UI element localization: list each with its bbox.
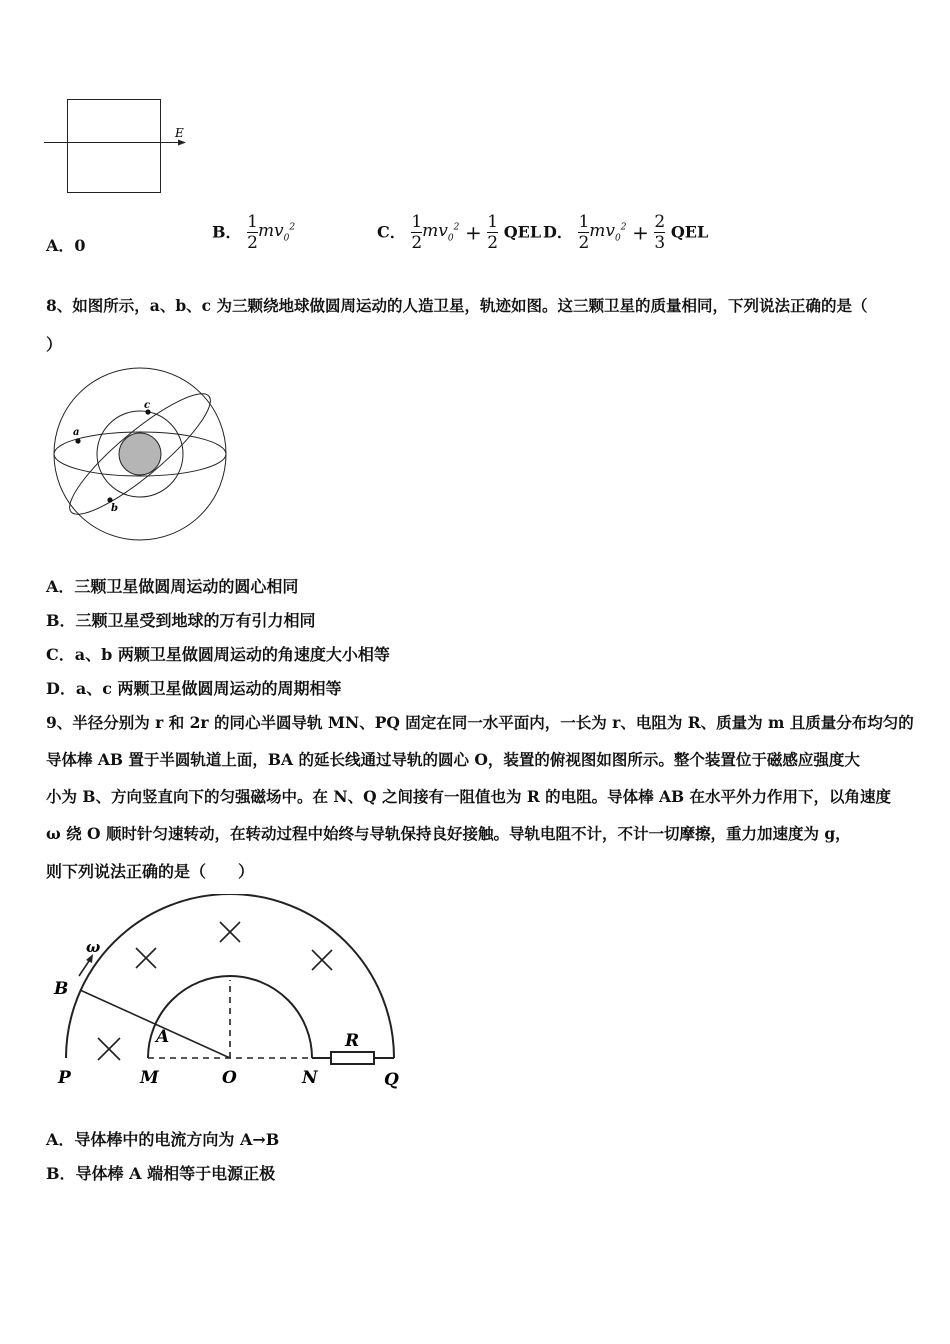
q9-label-a: A: [156, 1027, 170, 1047]
q8-label-b: b: [111, 503, 118, 514]
q7-d-qel: QEL: [670, 222, 709, 242]
q7-axis-arrow: [178, 140, 186, 146]
q9-field-x-2: [136, 948, 156, 968]
q9-stem-line-5: 则下列说法正确的是（ ）: [46, 862, 255, 881]
q7-c-qel: QEL: [503, 222, 542, 242]
q7-c-plus: +: [464, 220, 482, 245]
q7-option-a-label: A．: [46, 236, 75, 255]
q9-stem-line-3: 小为 B、方向竖直向下的匀强磁场中。在 N、Q 之间接有一阻值也为 R 的电阻。导体棒 AB 在水平外力作用下，以角速度: [46, 787, 892, 806]
q7-option-a: [46, 236, 86, 256]
q9-figure: [44, 894, 414, 1094]
q9-stem-line-4: ω 绕 O 顺时针匀速转动，在转动过程中始终与导轨保持良好接触。导轨电阻不计，不计一切摩擦，重力加速度为 g，: [46, 824, 851, 843]
q7-b-fraction: $\frac{1}{2}$: [247, 212, 258, 253]
q8-option-d: D．a、c 两颗卫星做圆周运动的周期相等: [46, 679, 342, 698]
q8-option-c: C．a、b 两颗卫星做圆周运动的角速度大小相等: [46, 645, 390, 664]
q9-field-x-3: [312, 950, 332, 970]
q7-option-c: [377, 212, 541, 253]
q8-figure: [48, 364, 234, 544]
q8-stem-line-2: ）: [46, 335, 63, 354]
q7-option-b: [212, 212, 295, 253]
q7-c-mv: $mv_0^2$: [422, 220, 460, 244]
q7-option-d: [543, 212, 708, 253]
q7-option-b-label: B．: [212, 222, 242, 242]
q7-square: [68, 100, 161, 193]
q9-field-x-4: [98, 1038, 120, 1060]
q8-satellite-a: [75, 438, 80, 443]
q9-label-omega: ω: [86, 938, 101, 956]
q9-field-marks: [98, 922, 332, 1060]
q7-figure: [40, 94, 200, 200]
q8-option-b: B．三颗卫星受到地球的万有引力相同: [46, 611, 316, 630]
q7-c-fraction-2: $\frac{1}{2}$: [487, 212, 499, 253]
q7-option-a-value: 0: [74, 236, 86, 255]
q9-stem-line-2: 导体棒 AB 置于半圆轨道上面，BA 的延长线通过导轨的圆心 O，装置的俯视图如图所示。整个装置位于磁感应强度大: [46, 750, 860, 769]
q9-resistor: [331, 1052, 374, 1064]
q9-label-m: M: [140, 1068, 159, 1088]
q9-field-x-1: [220, 922, 240, 942]
q8-earth: [119, 433, 161, 475]
q9-label-b: B: [54, 979, 69, 999]
q9-label-o: O: [222, 1068, 237, 1088]
q9-label-q: Q: [384, 1070, 399, 1090]
q8-label-a: a: [73, 427, 80, 438]
q7-d-fraction-1: $\frac{1}{2}$: [578, 212, 590, 253]
q7-c-fraction-1: $\frac{1}{2}$: [411, 212, 423, 253]
q7-option-d-label: D．: [543, 222, 573, 242]
q7-option-c-label: C．: [377, 222, 406, 242]
q9-rod-ab: [80, 990, 230, 1058]
q8-option-a: A．三颗卫星做圆周运动的圆心相同: [46, 577, 299, 596]
q9-label-p: P: [58, 1068, 71, 1088]
q9-label-n: N: [302, 1068, 318, 1088]
q7-d-mv: $mv_0^2$: [589, 220, 627, 244]
q7-d-fraction-2: $\frac{2}{3}$: [654, 212, 666, 253]
q9-option-a: A．导体棒中的电流方向为 A→B: [46, 1130, 280, 1149]
q8-satellite-b: [107, 497, 112, 502]
q7-b-mv: $mv_0^2$: [257, 220, 296, 244]
q9-stem-line-1: 9、半径分别为 r 和 2r 的同心半圆导轨 MN、PQ 固定在同一水平面内，一长为 r、电阻为 R、质量为 m 且质量分布均匀的: [46, 713, 914, 732]
q7-axis-label: E: [175, 126, 184, 140]
q9-option-b: B．导体棒 A 端相等于电源正极: [46, 1164, 276, 1183]
q9-label-r: R: [345, 1031, 360, 1051]
q8-stem-line-1: 8、如图所示，a、b、c 为三颗绕地球做圆周运动的人造卫星，轨迹如图。这三颗卫星的质量相同，下列说法正确的是（: [46, 296, 868, 315]
q7-d-plus: +: [632, 220, 649, 245]
q8-label-c: c: [144, 400, 151, 411]
